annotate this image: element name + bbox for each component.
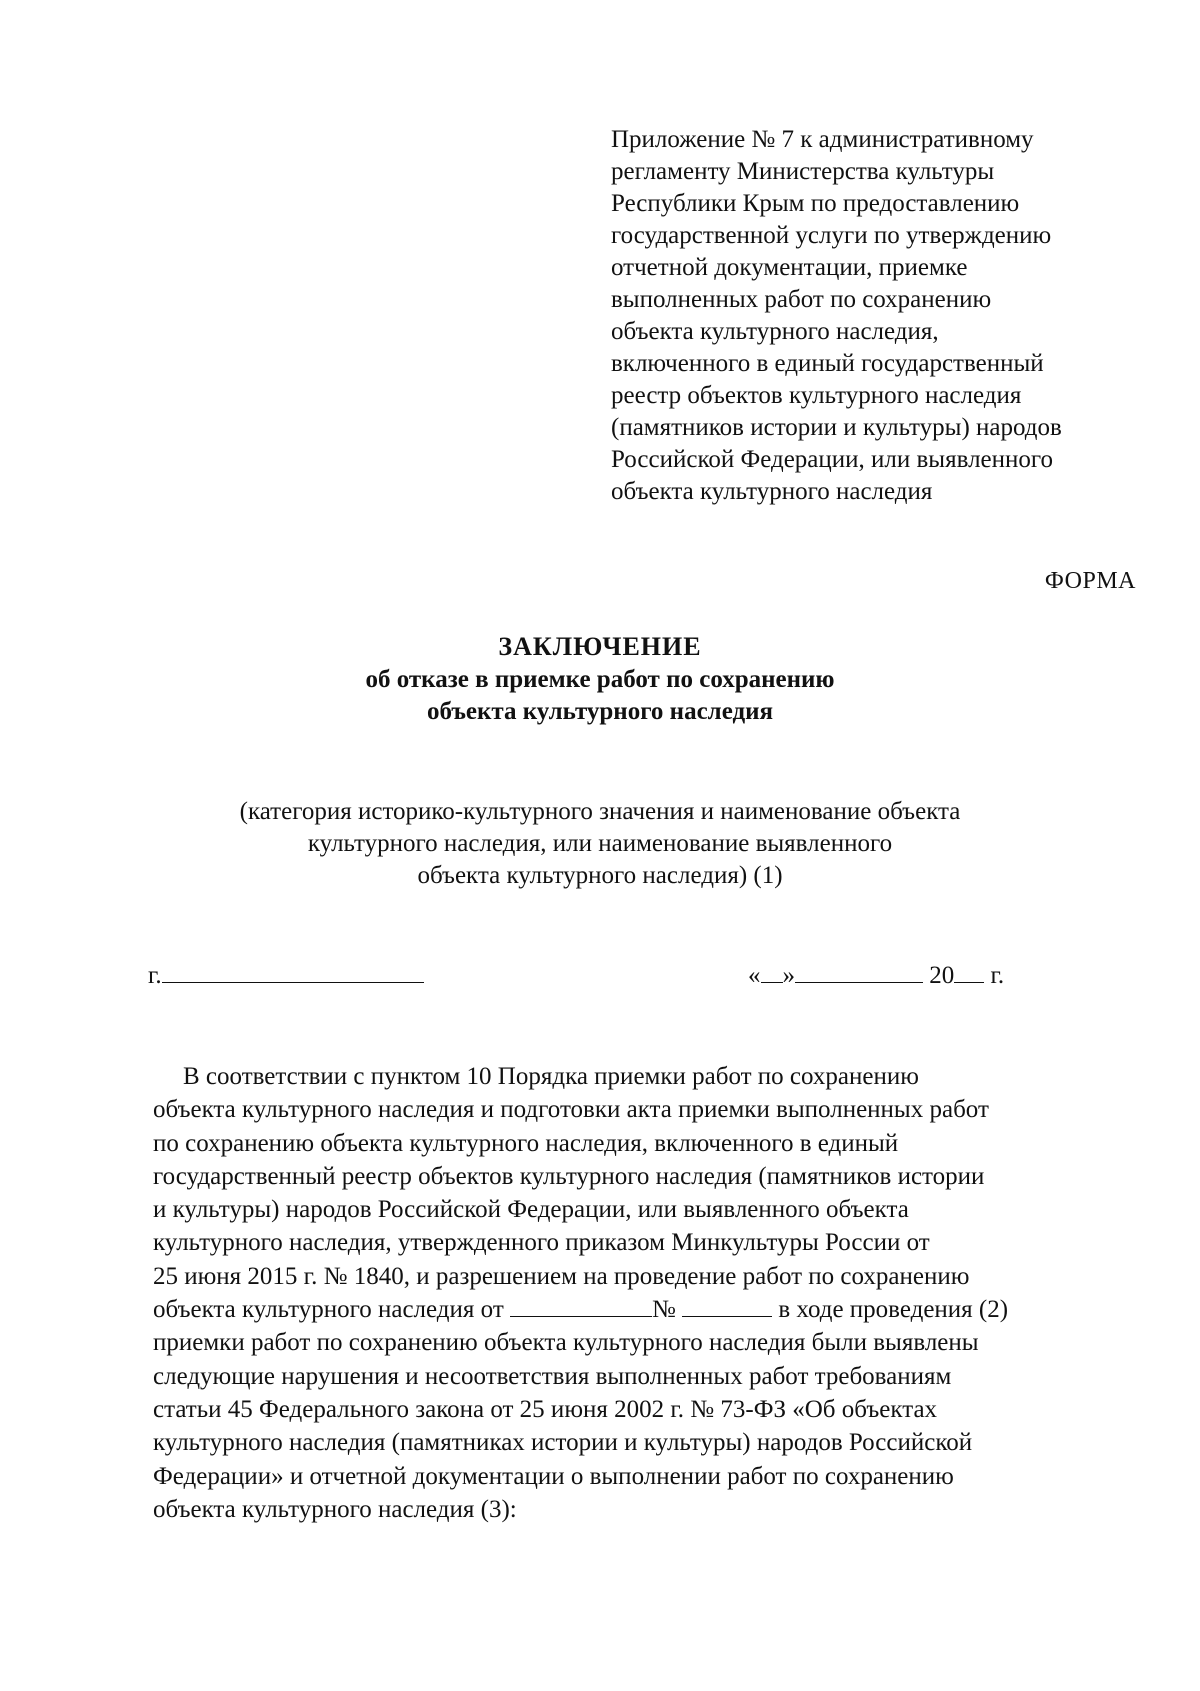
body-line: государственный реестр объектов культурного наследия (памятников истории bbox=[153, 1162, 985, 1190]
title-main: ЗАКЛЮЧЕНИЕ bbox=[498, 632, 702, 661]
place-blank-line[interactable] bbox=[162, 962, 424, 983]
title-subtitle-line-2: объекта культурного наследия bbox=[426, 698, 774, 725]
category-line-2: культурного наследия, или наименование выявленного bbox=[307, 830, 893, 857]
category-line-3: объекта культурного наследия) (1) bbox=[417, 862, 783, 889]
body-line: Федерации» и отчетной документации о выполнении работ по сохранению bbox=[153, 1462, 954, 1490]
appendix-line: объекта культурного наследия bbox=[611, 478, 933, 505]
date-field bbox=[748, 962, 1004, 990]
permit-number-blank-line[interactable] bbox=[682, 1296, 772, 1317]
body-line: объекта культурного наследия (3): bbox=[153, 1495, 517, 1523]
year-suffix: г. bbox=[990, 962, 1005, 989]
month-blank-line[interactable] bbox=[795, 962, 923, 983]
permit-date-blank-line[interactable] bbox=[510, 1296, 652, 1317]
appendix-line: регламенту Министерства культуры bbox=[611, 158, 995, 185]
body-line: 25 июня 2015 г. № 1840, и разрешением на проведение работ по сохранению bbox=[153, 1262, 970, 1290]
appendix-line: реестр объектов культурного наследия bbox=[611, 382, 1022, 409]
appendix-line: отчетной документации, приемке bbox=[611, 254, 968, 281]
body-line: следующие нарушения и несоответствия выполненных работ требованиям bbox=[153, 1362, 952, 1390]
title-subtitle-line-1: об отказе в приемке работ по сохранению bbox=[365, 666, 835, 693]
body-line: объекта культурного наследия и подготовки акта приемки выполненных работ bbox=[153, 1096, 989, 1124]
body-text-fragment: № bbox=[652, 1296, 676, 1324]
body-text-fragment: объекта культурного наследия от bbox=[153, 1296, 504, 1324]
body-line: приемки работ по сохранению объекта культурного наследия были выявлены bbox=[153, 1329, 979, 1357]
date-open-quote: « bbox=[748, 962, 761, 989]
category-line-1: (категория историко-культурного значения и наименование объекта bbox=[239, 798, 961, 825]
body-line-with-blanks bbox=[153, 1293, 1113, 1326]
appendix-line: Республики Крым по предоставлению bbox=[611, 190, 1020, 217]
document-title bbox=[0, 630, 1200, 728]
body-text-fragment: в ходе проведения (2) bbox=[778, 1296, 1009, 1324]
body-line: статьи 45 Федерального закона от 25 июня 2002 г. № 73-ФЗ «Об объектах bbox=[153, 1395, 938, 1423]
body-line: культурного наследия, утвержденного приказом Минкультуры России от bbox=[153, 1229, 930, 1257]
body-line: культурного наследия (памятниках истории и культуры) народов Российской bbox=[153, 1429, 973, 1457]
year-prefix: 20 bbox=[929, 962, 955, 989]
day-blank-line[interactable] bbox=[761, 962, 783, 983]
place-prefix: г. bbox=[148, 962, 162, 989]
appendix-line: Приложение № 7 к административному bbox=[611, 126, 1034, 153]
appendix-line: Российской Федерации, или выявленного bbox=[611, 446, 1054, 473]
object-category-caption bbox=[0, 796, 1200, 892]
form-label: ФОРМА bbox=[1044, 568, 1136, 594]
appendix-line: государственной услуги по утверждению bbox=[611, 222, 1052, 249]
appendix-line: объекта культурного наследия, bbox=[611, 318, 939, 345]
appendix-line: (памятников истории и культуры) народов bbox=[611, 414, 1062, 441]
date-close-quote: » bbox=[782, 962, 795, 989]
appendix-line: выполненных работ по сохранению bbox=[611, 286, 992, 313]
body-line: по сохранению объекта культурного наследия, включенного в единый bbox=[153, 1129, 899, 1157]
year-blank-line[interactable] bbox=[954, 962, 984, 983]
appendix-header bbox=[611, 124, 1131, 508]
body-line: и культуры) народов Российской Федерации, или выявленного объекта bbox=[153, 1196, 909, 1224]
place-field bbox=[148, 962, 424, 990]
body-paragraph bbox=[153, 1060, 1113, 1526]
body-line: В соответствии с пунктом 10 Порядка приемки работ по сохранению bbox=[183, 1063, 919, 1090]
appendix-line: включенного в единый государственный bbox=[611, 350, 1044, 377]
